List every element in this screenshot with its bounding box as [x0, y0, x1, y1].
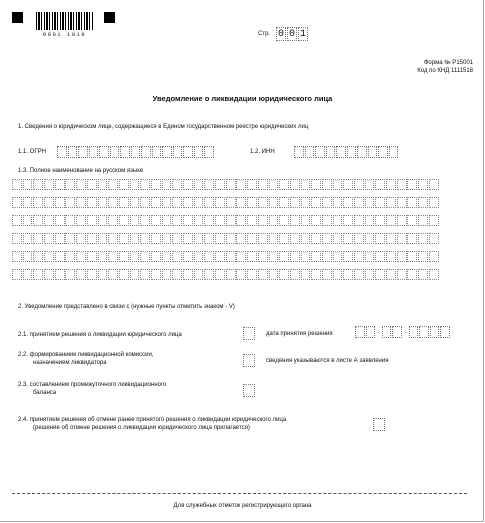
- name-char-cell[interactable]: [87, 269, 97, 280]
- name-char-cell[interactable]: [76, 215, 86, 226]
- ogrn-cells[interactable]: [57, 146, 215, 158]
- name-char-cell[interactable]: [247, 251, 257, 262]
- name-char-cell[interactable]: [87, 251, 97, 262]
- name-char-cell[interactable]: [33, 197, 43, 208]
- name-char-cell[interactable]: [130, 215, 140, 226]
- name-char-cell[interactable]: [33, 215, 43, 226]
- name-char-cell[interactable]: [418, 269, 428, 280]
- name-char-cell[interactable]: [119, 251, 129, 262]
- name-char-cell[interactable]: [301, 179, 311, 190]
- name-char-cell[interactable]: [269, 233, 279, 244]
- name-char-cell[interactable]: [311, 197, 321, 208]
- name-char-cell[interactable]: [140, 215, 150, 226]
- name-char-cell[interactable]: [183, 215, 193, 226]
- name-char-cell[interactable]: [119, 233, 129, 244]
- item-2-4-label-line2: (решение об отмене решения о ликвидации юридического лица прилагается): [33, 425, 250, 431]
- name-char-cell[interactable]: [429, 269, 439, 280]
- name-char-cell[interactable]: [140, 269, 150, 280]
- decision-date-field[interactable]: . .: [355, 326, 451, 338]
- ogrn-label: 1.1. ОГРН: [18, 149, 46, 155]
- name-char-cell[interactable]: [397, 179, 407, 190]
- name-char-cell[interactable]: [322, 233, 332, 244]
- name-char-cell[interactable]: [375, 179, 385, 190]
- name-char-cell[interactable]: [215, 179, 225, 190]
- name-char-cell[interactable]: [226, 251, 236, 262]
- name-char-cell[interactable]: [343, 269, 353, 280]
- name-char-cell[interactable]: [183, 179, 193, 190]
- name-char-cell[interactable]: [375, 215, 385, 226]
- name-char-cell[interactable]: [65, 215, 75, 226]
- name-char-cell[interactable]: [311, 179, 321, 190]
- name-char-cell[interactable]: [322, 269, 332, 280]
- name-char-cell[interactable]: [418, 233, 428, 244]
- name-char-cell[interactable]: [386, 269, 396, 280]
- name-char-cell[interactable]: [375, 251, 385, 262]
- item-2-4-checkbox[interactable]: [373, 418, 385, 431]
- name-char-cell[interactable]: [311, 233, 321, 244]
- section-2-heading: 2. Уведомление представлено в связи с (нужные пункты отметить знаком - V): [18, 304, 235, 310]
- name-char-cell[interactable]: [429, 233, 439, 244]
- name-char-cell[interactable]: [108, 197, 118, 208]
- name-char-cell[interactable]: [375, 233, 385, 244]
- item-2-1-checkbox[interactable]: [243, 327, 255, 340]
- name-char-cell[interactable]: [429, 251, 439, 262]
- name-char-cell[interactable]: [386, 251, 396, 262]
- inn-cells[interactable]: [294, 146, 399, 158]
- name-char-cell[interactable]: [301, 269, 311, 280]
- name-char-cell[interactable]: [76, 179, 86, 190]
- name-char-cell[interactable]: [322, 251, 332, 262]
- name-char-cell[interactable]: [172, 269, 182, 280]
- name-char-cell[interactable]: [258, 251, 268, 262]
- name-char-cell[interactable]: [354, 215, 364, 226]
- name-char-cell[interactable]: [290, 197, 300, 208]
- name-char-cell[interactable]: [130, 269, 140, 280]
- full-name-row[interactable]: [12, 197, 440, 208]
- name-char-cell[interactable]: [354, 233, 364, 244]
- name-char-cell[interactable]: [354, 197, 364, 208]
- name-char-cell[interactable]: [429, 197, 439, 208]
- name-char-cell[interactable]: [215, 233, 225, 244]
- name-char-cell[interactable]: [98, 179, 108, 190]
- name-char-cell[interactable]: [55, 215, 65, 226]
- name-char-cell[interactable]: [55, 179, 65, 190]
- name-char-cell[interactable]: [204, 197, 214, 208]
- name-char-cell[interactable]: [76, 269, 86, 280]
- name-char-cell[interactable]: [33, 269, 43, 280]
- item-2-1-label: 2.1. принятием решения о ликвидации юридического лица: [18, 332, 182, 338]
- name-char-cell[interactable]: [269, 179, 279, 190]
- name-char-cell[interactable]: [301, 197, 311, 208]
- name-char-cell[interactable]: [76, 251, 86, 262]
- name-char-cell[interactable]: [365, 197, 375, 208]
- name-char-cell[interactable]: [76, 233, 86, 244]
- official-notes-label: Для служебных отметок регистрирующего органа: [173, 503, 312, 509]
- name-char-cell[interactable]: [397, 251, 407, 262]
- name-char-cell[interactable]: [12, 215, 22, 226]
- name-char-cell[interactable]: [279, 269, 289, 280]
- name-char-cell[interactable]: [407, 215, 417, 226]
- name-char-cell[interactable]: [98, 251, 108, 262]
- name-char-cell[interactable]: [65, 197, 75, 208]
- name-char-cell[interactable]: [258, 197, 268, 208]
- name-char-cell[interactable]: [183, 233, 193, 244]
- name-char-cell[interactable]: [247, 215, 257, 226]
- name-char-cell[interactable]: [226, 179, 236, 190]
- name-char-cell[interactable]: [258, 215, 268, 226]
- name-char-cell[interactable]: [194, 179, 204, 190]
- name-char-cell[interactable]: [429, 215, 439, 226]
- name-char-cell[interactable]: [23, 179, 33, 190]
- name-char-cell[interactable]: [333, 251, 343, 262]
- item-2-3-label-line2: баланса: [33, 390, 57, 396]
- name-char-cell[interactable]: [162, 197, 172, 208]
- name-char-cell[interactable]: [172, 233, 182, 244]
- name-char-cell[interactable]: [204, 179, 214, 190]
- name-char-cell[interactable]: [226, 215, 236, 226]
- page-number-cells: [276, 27, 309, 41]
- name-char-cell[interactable]: [162, 233, 172, 244]
- name-char-cell[interactable]: [354, 269, 364, 280]
- name-char-cell[interactable]: [162, 269, 172, 280]
- name-char-cell[interactable]: [397, 233, 407, 244]
- name-char-cell[interactable]: [375, 197, 385, 208]
- name-char-cell[interactable]: [130, 251, 140, 262]
- name-char-cell[interactable]: [44, 179, 54, 190]
- name-char-cell[interactable]: [44, 197, 54, 208]
- name-char-cell[interactable]: [119, 197, 129, 208]
- inn-label: 1.2. ИНН: [250, 149, 275, 155]
- name-char-cell[interactable]: [375, 269, 385, 280]
- name-char-cell[interactable]: [162, 251, 172, 262]
- full-name-row[interactable]: [12, 179, 440, 190]
- name-char-cell[interactable]: [215, 197, 225, 208]
- page-digit[interactable]: 0: [288, 29, 295, 40]
- footer-divider: [12, 493, 467, 494]
- name-char-cell[interactable]: [322, 197, 332, 208]
- full-name-label: 1.3. Полное наименование на русском языке: [18, 168, 144, 174]
- name-char-cell[interactable]: [386, 179, 396, 190]
- name-char-cell[interactable]: [151, 197, 161, 208]
- name-char-cell[interactable]: [365, 215, 375, 226]
- name-char-cell[interactable]: [172, 251, 182, 262]
- name-char-cell[interactable]: [87, 215, 97, 226]
- name-char-cell[interactable]: [247, 179, 257, 190]
- name-char-cell[interactable]: [365, 269, 375, 280]
- full-name-row[interactable]: [12, 251, 440, 262]
- name-char-cell[interactable]: [418, 251, 428, 262]
- item-2-2-label-line2: назначением ликвидатора: [33, 360, 107, 366]
- name-char-cell[interactable]: [44, 251, 54, 262]
- name-char-cell[interactable]: [65, 251, 75, 262]
- name-char-cell[interactable]: [33, 251, 43, 262]
- name-char-cell[interactable]: [290, 215, 300, 226]
- name-char-cell[interactable]: [301, 215, 311, 226]
- name-char-cell[interactable]: [236, 233, 246, 244]
- name-char-cell[interactable]: [151, 269, 161, 280]
- name-char-cell[interactable]: [301, 233, 311, 244]
- name-char-cell[interactable]: [397, 197, 407, 208]
- name-char-cell[interactable]: [108, 233, 118, 244]
- name-char-cell[interactable]: [397, 269, 407, 280]
- name-char-cell[interactable]: [236, 197, 246, 208]
- registration-marker-right: [104, 12, 115, 23]
- name-char-cell[interactable]: [183, 197, 193, 208]
- name-char-cell[interactable]: [343, 251, 353, 262]
- name-char-cell[interactable]: [87, 179, 97, 190]
- name-char-cell[interactable]: [333, 197, 343, 208]
- section-1-heading: 1. Сведения о юридическом лице, содержащиеся в Едином государственном реестре юридических лиц: [18, 124, 309, 130]
- name-char-cell[interactable]: [98, 233, 108, 244]
- name-char-cell[interactable]: [98, 269, 108, 280]
- name-char-cell[interactable]: [183, 251, 193, 262]
- name-char-cell[interactable]: [407, 179, 417, 190]
- item-2-2-checkbox[interactable]: [243, 354, 255, 367]
- name-char-cell[interactable]: [418, 215, 428, 226]
- name-char-cell[interactable]: [87, 197, 97, 208]
- name-char-cell[interactable]: [44, 233, 54, 244]
- name-char-cell[interactable]: [140, 251, 150, 262]
- full-name-row[interactable]: [12, 233, 440, 244]
- name-char-cell[interactable]: [407, 269, 417, 280]
- knd-code: Код по КНД 1111518: [417, 68, 473, 74]
- name-char-cell[interactable]: [108, 251, 118, 262]
- name-char-cell[interactable]: [12, 269, 22, 280]
- name-char-cell[interactable]: [12, 197, 22, 208]
- name-char-cell[interactable]: [55, 233, 65, 244]
- name-char-cell[interactable]: [55, 269, 65, 280]
- name-char-cell[interactable]: [194, 197, 204, 208]
- name-char-cell[interactable]: [236, 179, 246, 190]
- name-char-cell[interactable]: [130, 197, 140, 208]
- form-title: Уведомление о ликвидации юридического лица: [152, 94, 333, 103]
- sheet-a-note: сведения указываются в листе А заявления: [266, 358, 389, 364]
- name-char-cell[interactable]: [365, 233, 375, 244]
- name-char-cell[interactable]: [194, 251, 204, 262]
- name-char-cell[interactable]: [343, 179, 353, 190]
- name-char-cell[interactable]: [151, 251, 161, 262]
- name-char-cell[interactable]: [76, 197, 86, 208]
- name-char-cell[interactable]: [119, 215, 129, 226]
- name-char-cell[interactable]: [108, 179, 118, 190]
- name-char-cell[interactable]: [226, 197, 236, 208]
- name-char-cell[interactable]: [354, 251, 364, 262]
- name-char-cell[interactable]: [204, 233, 214, 244]
- name-char-cell[interactable]: [236, 251, 246, 262]
- name-char-cell[interactable]: [204, 215, 214, 226]
- name-char-cell[interactable]: [23, 251, 33, 262]
- name-char-cell[interactable]: [151, 179, 161, 190]
- name-char-cell[interactable]: [279, 233, 289, 244]
- name-char-cell[interactable]: [23, 233, 33, 244]
- name-char-cell[interactable]: [386, 197, 396, 208]
- name-char-cell[interactable]: [151, 233, 161, 244]
- name-char-cell[interactable]: [247, 269, 257, 280]
- decision-date-label: дата принятия решения: [266, 331, 333, 337]
- name-char-cell[interactable]: [247, 233, 257, 244]
- name-char-cell[interactable]: [119, 179, 129, 190]
- name-char-cell[interactable]: [183, 269, 193, 280]
- name-char-cell[interactable]: [226, 269, 236, 280]
- full-name-row[interactable]: [12, 215, 440, 226]
- name-char-cell[interactable]: [429, 179, 439, 190]
- name-char-cell[interactable]: [33, 233, 43, 244]
- name-char-cell[interactable]: [65, 179, 75, 190]
- name-char-cell[interactable]: [333, 179, 343, 190]
- name-char-cell[interactable]: [140, 179, 150, 190]
- item-2-3-checkbox[interactable]: [243, 384, 255, 397]
- name-char-cell[interactable]: [23, 197, 33, 208]
- name-char-cell[interactable]: [290, 179, 300, 190]
- name-char-cell[interactable]: [343, 233, 353, 244]
- name-char-cell[interactable]: [407, 233, 417, 244]
- name-char-cell[interactable]: [215, 269, 225, 280]
- name-char-cell[interactable]: [226, 233, 236, 244]
- name-char-cell[interactable]: [140, 197, 150, 208]
- name-char-cell[interactable]: [87, 233, 97, 244]
- name-char-cell[interactable]: [290, 269, 300, 280]
- name-char-cell[interactable]: [44, 269, 54, 280]
- name-char-cell[interactable]: [215, 251, 225, 262]
- name-char-cell[interactable]: [12, 179, 22, 190]
- name-char-cell[interactable]: [397, 215, 407, 226]
- name-char-cell[interactable]: [290, 233, 300, 244]
- name-char-cell[interactable]: [108, 215, 118, 226]
- barcode: [36, 12, 93, 30]
- name-char-cell[interactable]: [311, 269, 321, 280]
- name-char-cell[interactable]: [172, 197, 182, 208]
- name-char-cell[interactable]: [162, 179, 172, 190]
- name-char-cell[interactable]: [269, 197, 279, 208]
- name-char-cell[interactable]: [279, 179, 289, 190]
- name-char-cell[interactable]: [162, 215, 172, 226]
- name-char-cell[interactable]: [311, 251, 321, 262]
- name-char-cell[interactable]: [44, 215, 54, 226]
- name-char-cell[interactable]: [343, 215, 353, 226]
- name-char-cell[interactable]: [407, 251, 417, 262]
- name-char-cell[interactable]: [23, 269, 33, 280]
- name-char-cell[interactable]: [140, 233, 150, 244]
- name-char-cell[interactable]: [290, 251, 300, 262]
- name-char-cell[interactable]: [55, 197, 65, 208]
- name-char-cell[interactable]: [204, 269, 214, 280]
- page-label: Стр.: [258, 31, 271, 37]
- name-char-cell[interactable]: [279, 251, 289, 262]
- name-char-cell[interactable]: [269, 269, 279, 280]
- name-char-cell[interactable]: [236, 269, 246, 280]
- form-number: Форма № Р15001: [423, 60, 473, 66]
- barcode-number: 0801 1019: [42, 31, 87, 38]
- registration-marker-left: [12, 12, 23, 23]
- name-char-cell[interactable]: [130, 179, 140, 190]
- name-char-cell[interactable]: [333, 269, 343, 280]
- name-char-cell[interactable]: [386, 215, 396, 226]
- name-char-cell[interactable]: [354, 179, 364, 190]
- name-char-cell[interactable]: [258, 233, 268, 244]
- name-char-cell[interactable]: [33, 179, 43, 190]
- name-char-cell[interactable]: [65, 233, 75, 244]
- name-char-cell[interactable]: [322, 179, 332, 190]
- name-char-cell[interactable]: [119, 269, 129, 280]
- name-char-cell[interactable]: [301, 251, 311, 262]
- name-char-cell[interactable]: [130, 233, 140, 244]
- page-digit[interactable]: 0: [277, 29, 284, 40]
- name-char-cell[interactable]: [333, 233, 343, 244]
- name-char-cell[interactable]: [23, 215, 33, 226]
- name-char-cell[interactable]: [236, 215, 246, 226]
- name-char-cell[interactable]: [258, 269, 268, 280]
- name-char-cell[interactable]: [343, 197, 353, 208]
- name-char-cell[interactable]: [418, 197, 428, 208]
- name-char-cell[interactable]: [12, 251, 22, 262]
- item-2-4-label-line1: 2.4. принятием решения об отмене ранее принятого решения о ликвидации юридического лица: [18, 417, 287, 423]
- name-char-cell[interactable]: [204, 251, 214, 262]
- name-char-cell[interactable]: [333, 215, 343, 226]
- full-name-row[interactable]: [12, 269, 440, 280]
- name-char-cell[interactable]: [194, 215, 204, 226]
- name-char-cell[interactable]: [215, 215, 225, 226]
- name-char-cell[interactable]: [407, 197, 417, 208]
- name-char-cell[interactable]: [98, 197, 108, 208]
- name-char-cell[interactable]: [365, 179, 375, 190]
- name-char-cell[interactable]: [247, 197, 257, 208]
- name-char-cell[interactable]: [258, 179, 268, 190]
- name-char-cell[interactable]: [172, 179, 182, 190]
- name-char-cell[interactable]: [172, 215, 182, 226]
- name-char-cell[interactable]: [269, 251, 279, 262]
- page-digit[interactable]: 1: [299, 29, 306, 40]
- name-char-cell[interactable]: [418, 179, 428, 190]
- name-char-cell[interactable]: [12, 233, 22, 244]
- name-char-cell[interactable]: [311, 215, 321, 226]
- name-char-cell[interactable]: [151, 215, 161, 226]
- name-char-cell[interactable]: [194, 269, 204, 280]
- name-char-cell[interactable]: [365, 251, 375, 262]
- name-char-cell[interactable]: [98, 215, 108, 226]
- name-char-cell[interactable]: [194, 233, 204, 244]
- name-char-cell[interactable]: [279, 215, 289, 226]
- name-char-cell[interactable]: [269, 215, 279, 226]
- name-char-cell[interactable]: [279, 197, 289, 208]
- item-2-2-label-line1: 2.2. формированием ликвидационной комиссии,: [18, 352, 154, 358]
- item-2-3-label-line1: 2.3. составлением промежуточного ликвидационного: [18, 382, 167, 388]
- name-char-cell[interactable]: [322, 215, 332, 226]
- name-char-cell[interactable]: [65, 269, 75, 280]
- name-char-cell[interactable]: [108, 269, 118, 280]
- name-char-cell[interactable]: [55, 251, 65, 262]
- name-char-cell[interactable]: [386, 233, 396, 244]
